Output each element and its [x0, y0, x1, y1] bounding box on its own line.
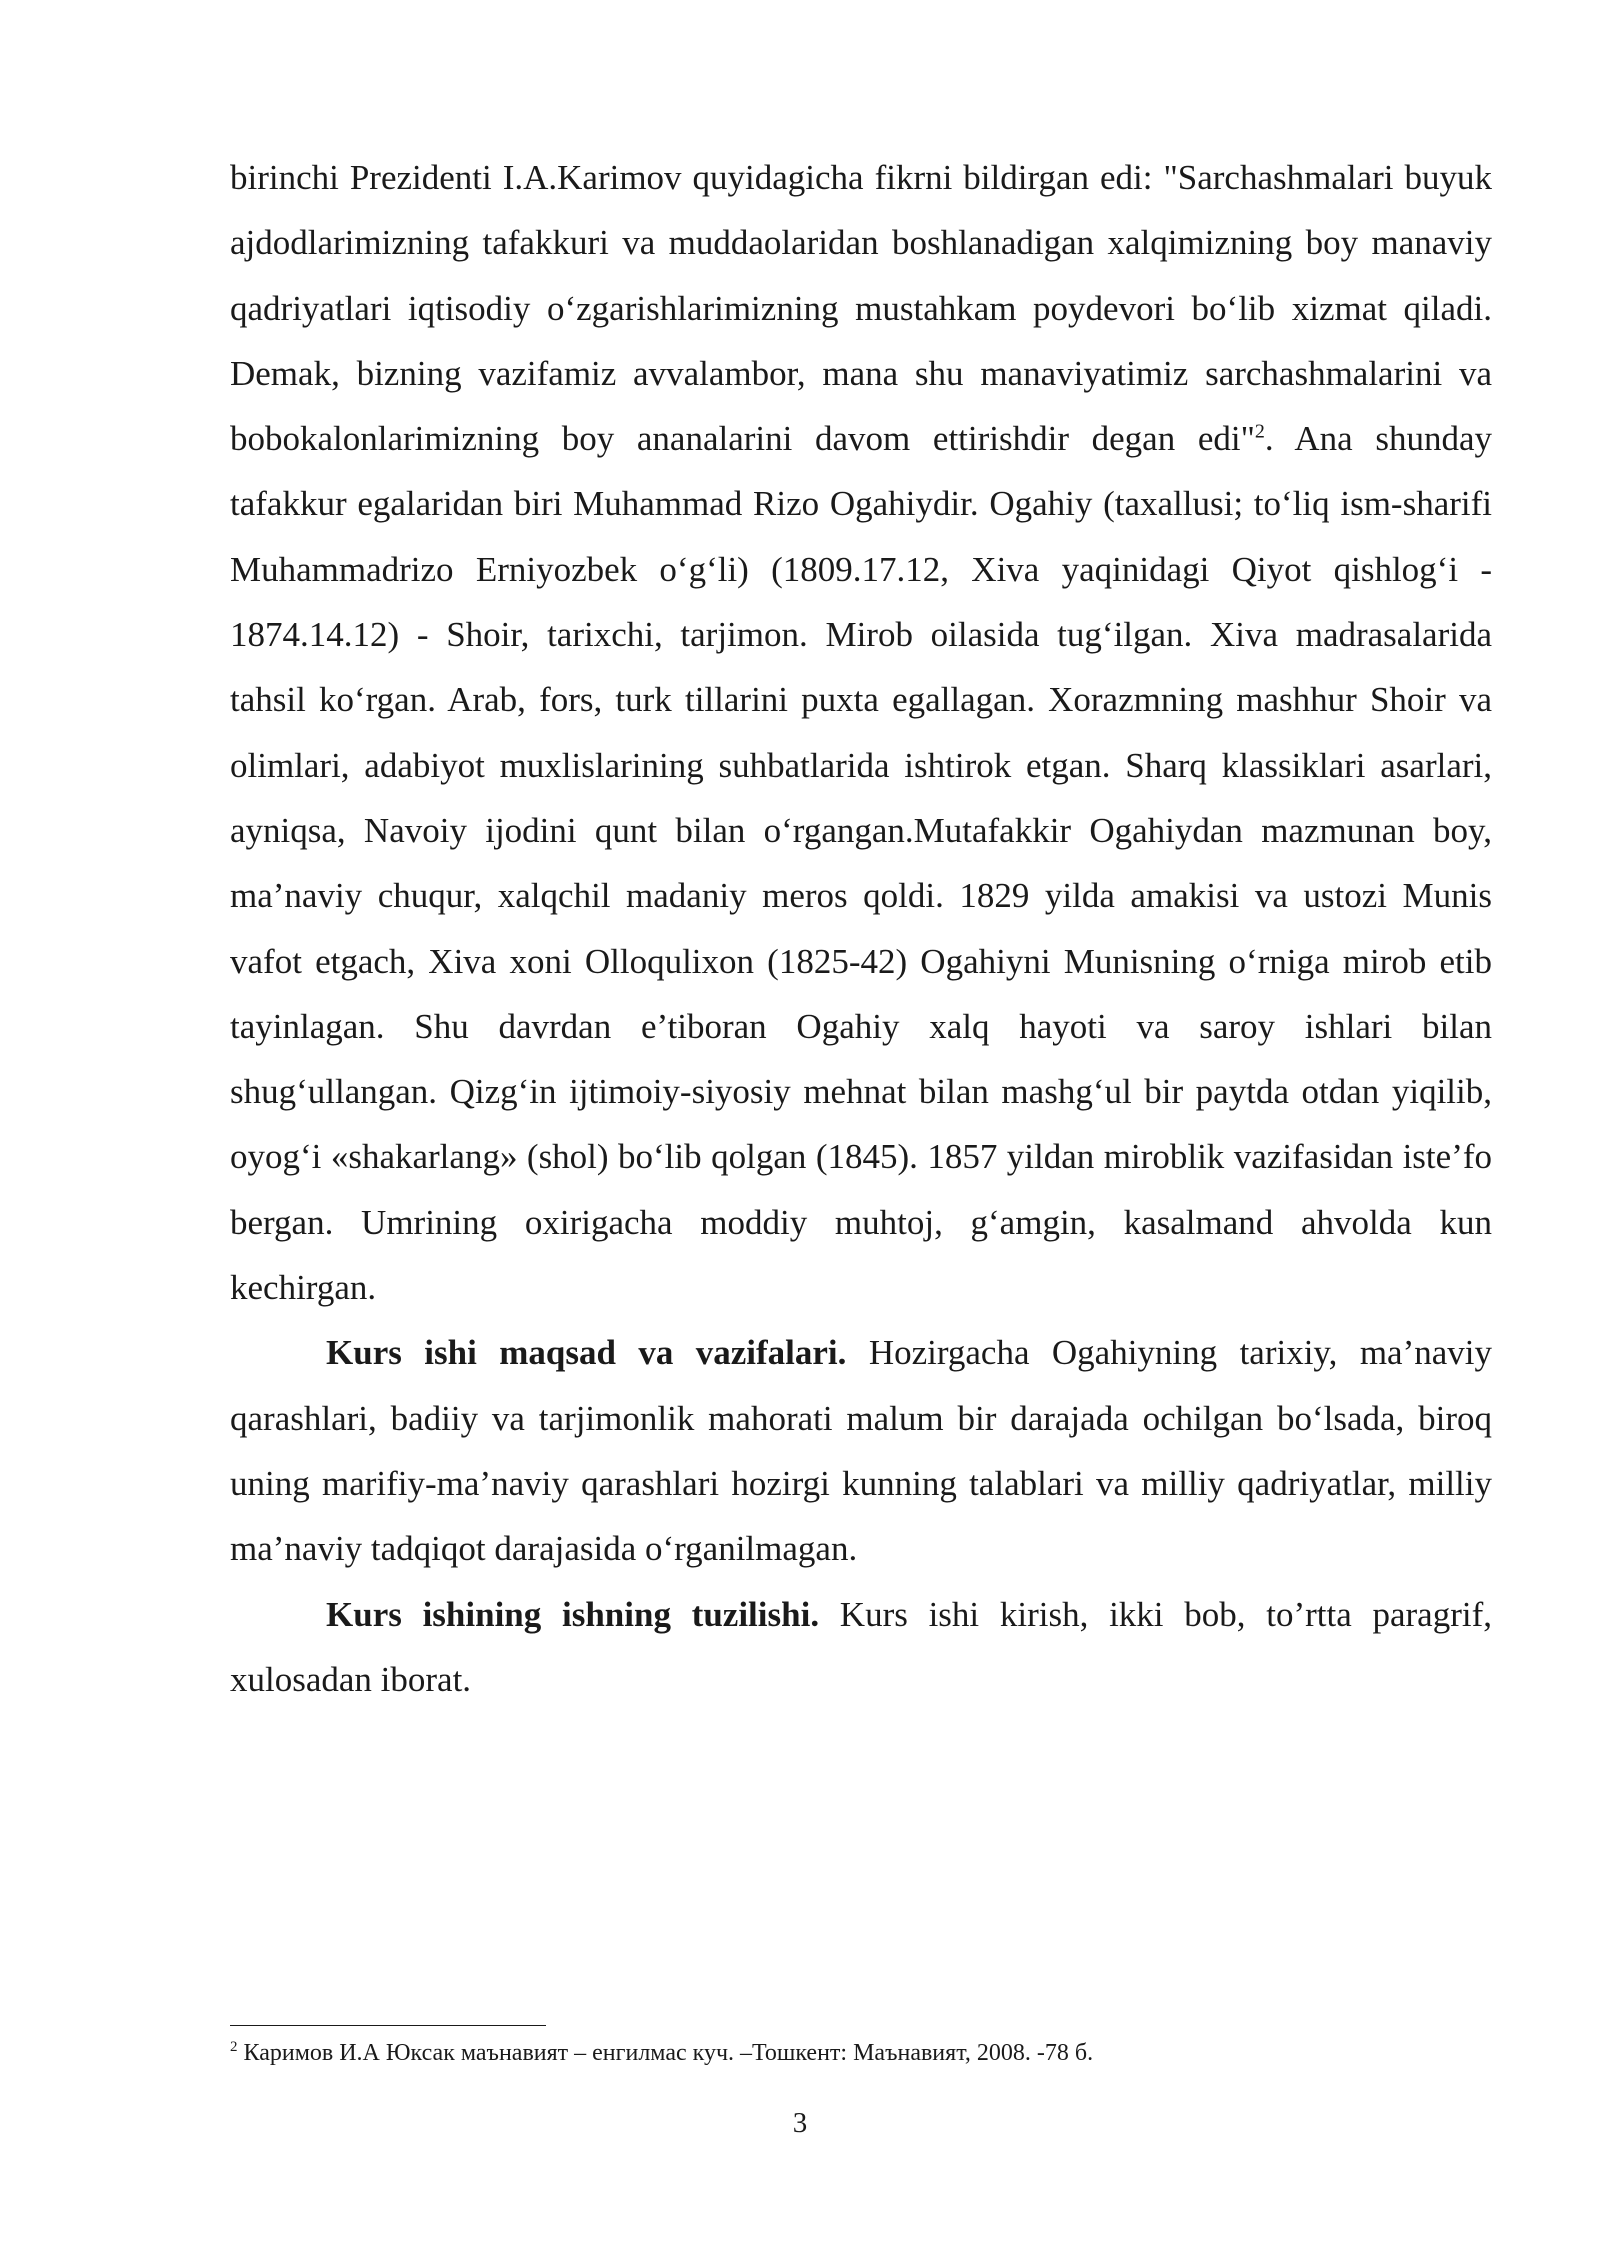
main-text — [230, 145, 1492, 1712]
paragraph-2-text: Hozirgacha Ogahiyning tarixiy, ma’naviy qarashlari, badiiy va tarjimonlik mahorati malum bir darajada ochilgan boʻlsada, biroq uning marifiy-ma’naviy qarashlari hozirgi kunning talablari va milliy qadriyatlar, milliy ma’naviy tadqiqot darajasida oʻrganilmagan. — [230, 1333, 1493, 1569]
footnote-reference: 2 — [1254, 420, 1265, 443]
footnote-number: 2 — [230, 2039, 238, 2055]
footnote-text: Каримов И.А Юксак маънавият – енгилмас куч. –Тошкент: Маънавият, 2008. -78 б. — [237, 2040, 1094, 2066]
paragraph-1-text-after-ref: . Ana shunday tafakkur egalaridan biri Muhammad Rizo Ogahiydir. Ogahiy (taxallusi; toʻliq ism-sharifi Muhammadrizo Erniyozbek oʻgʻli) (1809.17.12, Xiva yaqinidagi Qiyot qishlogʻi - 1874.14.12) - Shoir, tarixchi, tarjimon. Mirob oilasida tugʻilgan. Xiva madrasalarida tahsil koʻrgan. Arab, fors, turk tillarini puxta egallagan. Xorazmning mashhur Shoir va olimlari, adabiyot muxlislarining suhbatlarida ishtirok etgan. Sharq klassiklari asarlari, ayniqsa, Navoiy ijodini qunt bilan oʻrgangan.Mutafakkir Ogahiydan mazmunan boy, ma’naviy chuqur, xalqchil madaniy meros qoldi. 1829 yilda amakisi va ustozi Munis vafot etgach, Xiva xoni Olloqulixon (1825-42) Ogahiyni Munisning oʻrniga mirob etib tayinlagan. Shu davrdan e’tiboran Ogahiy xalq hayoti va saroy ishlari bilan shugʻullangan. Qizgʻin ijtimoiy-siyosiy mehnat bilan mashgʻul bir paytda otdan yiqilib, oyogʻi «shakarlang» (shol) boʻlib qolgan (1845). 1857 yildan miroblik vazifasidan iste’fo bergan. Umrining oxirigacha moddiy muhtoj, gʻamgin, kasalmand ahvolda kun kechirgan. — [230, 419, 1492, 1308]
paragraph-2-heading: Kurs ishi maqsad va vazifalari. — [326, 1333, 847, 1373]
page-number: 3 — [792, 2107, 808, 2139]
footnote-separator — [230, 2025, 546, 2026]
paragraph-3-text: Kurs ishi kirish, ikki bob, to’rtta paragrif, xulosadan iborat. — [230, 1594, 1492, 1699]
paragraph-3 — [230, 1582, 1492, 1713]
paragraph-2 — [230, 1320, 1492, 1581]
paragraph-3-heading: Kurs ishining ishning tuzilishi. — [326, 1594, 820, 1634]
paragraph-1 — [230, 145, 1492, 1320]
paragraph-1-text-before-ref: birinchi Prezidenti I.A.Karimov quyidagicha fikrni bildirgan edi: "Sarchashmalari buyuk ajdodlarimizning tafakkuri va muddaolaridan boshlanadigan xalqimizning boy manaviy qadriyatlari iqtisodiy oʻzgarishlarimizning mustahkam poydevori boʻlib xizmat qiladi. Demak, bizning vazifamiz avvalambor, mana shu manaviyatimiz sarchashmalarini va bobokalonlarimizning boy ananalarini davom ettirishdir degan edi" — [230, 158, 1492, 459]
footnote — [230, 2036, 1492, 2070]
